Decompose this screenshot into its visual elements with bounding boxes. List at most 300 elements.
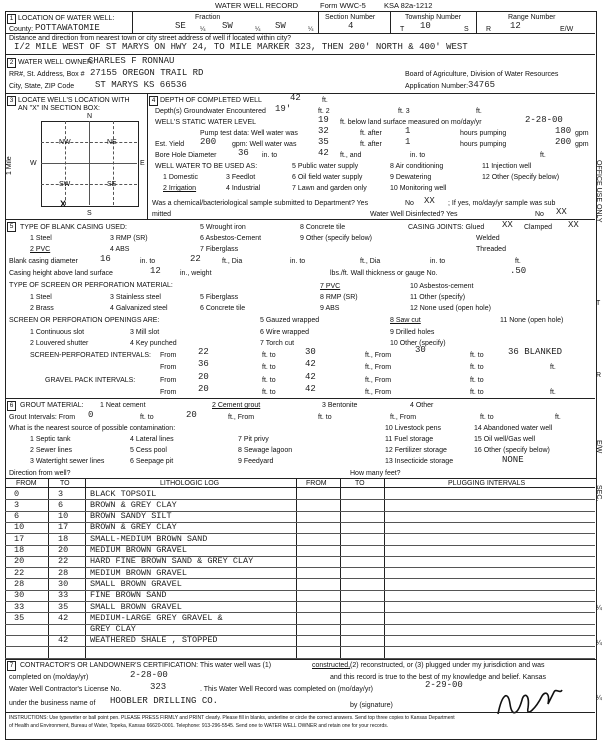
section-number-5: 5 <box>7 222 16 232</box>
contam-1: 1 Septic tank <box>30 436 71 443</box>
use-10: 10 Monitoring well <box>390 185 447 192</box>
signature-mark <box>490 684 570 724</box>
business-value: HOOBLER DRILLING CO. <box>110 696 219 706</box>
log-to: 30 <box>58 578 69 589</box>
owner-name: CHARLES F RONNAU <box>88 56 175 66</box>
fraction-1: SE <box>175 21 186 31</box>
opening-1: 1 Continuous slot <box>30 329 85 336</box>
quarter-1: ¼ <box>200 26 206 33</box>
yield-gpm-value: 200 <box>555 137 572 147</box>
log-h-from: FROM <box>16 480 37 487</box>
side-sec: SEC. <box>595 485 602 502</box>
log-to: 42 <box>58 635 69 646</box>
divider <box>132 12 133 33</box>
grid-line <box>113 121 114 205</box>
application-label: Application Number: <box>405 83 469 90</box>
log-litho: SMALL-MEDIUM BROWN SAND <box>90 533 208 544</box>
gw-1: 19' <box>275 104 292 114</box>
contam-11: 11 Fuel storage <box>385 436 434 443</box>
gw-ft2: ft. 2 <box>318 108 330 115</box>
use-3: 3 Feedlot <box>226 174 256 181</box>
gp-to-3: ft. to <box>262 389 276 396</box>
location-label: LOCATION OF WATER WELL: <box>18 15 115 22</box>
openings-label: SCREEN OR PERFORATION OPENINGS ARE: <box>9 317 160 324</box>
mile-label: 1 Mile <box>6 156 13 175</box>
grout-2: 2 Cement grout <box>212 402 261 409</box>
log-from: 22 <box>14 567 25 578</box>
contam-10: 10 Livestock pens <box>385 425 442 432</box>
sp-val-2: 30 <box>305 347 316 357</box>
business-label: under the business name of <box>9 700 96 707</box>
divider <box>390 12 391 33</box>
log-h-litho: LITHOLOGIC LOG <box>160 480 220 487</box>
gw-ft: ft. <box>476 108 482 115</box>
casing-6: 6 Asbestos-Cement <box>200 235 262 242</box>
screen-3: 3 Stainless steel <box>110 294 161 301</box>
height-label: Casing height above land surface <box>9 270 113 277</box>
grout-1: 1 Neat cement <box>100 402 146 409</box>
contam-9: 9 Feedyard <box>238 458 274 465</box>
casing-label: TYPE OF BLANK CASING USED: <box>20 224 127 231</box>
use-2: 2 Irrigation <box>163 185 197 192</box>
sp-val-5: 36 <box>198 359 209 369</box>
county-label: County: <box>9 26 34 33</box>
form-title: WATER WELL RECORD <box>215 1 299 10</box>
grout-4: 4 Other <box>410 402 434 409</box>
section-number-4: 4 <box>149 96 158 106</box>
grout-from: 0 <box>88 410 94 420</box>
yield-value: 200 <box>200 137 217 147</box>
yield-hours: 1 <box>405 137 411 147</box>
locate-x-mark: X <box>60 199 67 209</box>
contam-13: 13 Insecticide storage <box>385 458 454 465</box>
direction-label: Direction from well? <box>9 470 71 477</box>
log-from: 30 <box>14 590 25 601</box>
log-to: 33 <box>58 590 69 601</box>
locate-se: SE <box>107 181 117 188</box>
grid-line <box>65 121 66 205</box>
contam-other: NONE <box>502 455 524 465</box>
screen-2: 2 Brass <box>30 305 54 312</box>
fraction-label: Fraction <box>195 14 221 21</box>
log-litho: SMALL BROWN GRAVEL <box>90 578 182 589</box>
log-from: 35 <box>14 612 25 623</box>
bore-1: 36 <box>238 148 249 158</box>
opening-4: 4 Key punched <box>130 340 177 347</box>
screen-1: 1 Steel <box>30 294 52 301</box>
grid-line <box>41 184 137 185</box>
log-litho: MEDIUM BROWN GRAVEL <box>90 567 187 578</box>
range-ew: E/W <box>560 26 574 33</box>
log-to: 10 <box>58 511 69 522</box>
use-8: 8 Air conditioning <box>390 163 444 170</box>
side-r: R <box>596 372 602 379</box>
casing-8: 8 Concrete tile <box>300 224 346 231</box>
log-litho: SMALL BROWN GRAVEL <box>90 601 182 612</box>
log-from: 17 <box>14 533 25 544</box>
diam-ft-dia-2: ft., Dia <box>360 258 381 265</box>
gp-val-2: 42 <box>305 372 316 382</box>
table-row-line <box>5 658 595 659</box>
grout-ft-from-2: ft., From <box>390 414 417 421</box>
welded-label: Welded <box>476 235 500 242</box>
section-value: 4 <box>348 21 354 31</box>
joints-label: CASING JOINTS: Glued <box>408 224 485 231</box>
log-litho: HARD FINE BROWN SAND & GREY CLAY <box>90 556 254 567</box>
opening-8: 8 Saw cut <box>390 317 421 324</box>
log-from: 33 <box>14 601 25 612</box>
cert-true: and this record is true to the best of my knowledge and belief. Kansas <box>330 674 546 681</box>
use-label: WELL WATER TO BE USED AS: <box>155 163 258 170</box>
range-label: Range Number <box>508 14 556 21</box>
pump-hours-label: hours pumping <box>460 130 507 137</box>
pump-after: ft. after <box>360 130 382 137</box>
gp-to-2: ft. to <box>470 377 484 384</box>
opening-6: 6 Wire wrapped <box>260 329 310 336</box>
sp-from-1: From <box>160 352 177 359</box>
completed-2-date: 2-29-00 <box>425 680 463 690</box>
sp-from-3: From <box>160 364 177 371</box>
log-from: 28 <box>14 578 25 589</box>
diam-in-to: in. to <box>140 258 156 265</box>
opening-10: 10 Other (specify) <box>390 340 446 347</box>
diam-to: 22 <box>190 254 201 264</box>
completed-label: completed on (mo/day/yr) <box>9 674 89 681</box>
howmany-label: How many feet? <box>350 470 401 477</box>
screen-4: 4 Galvanized steel <box>110 305 168 312</box>
chem-no-label: No <box>405 200 414 207</box>
log-h-from-2: FROM <box>306 480 327 487</box>
section-label: Section Number <box>325 14 376 21</box>
bore-label: Bore Hole Diameter <box>155 152 217 159</box>
gp-to-4: ft. to <box>470 389 484 396</box>
gp-ft-end: ft. <box>550 389 556 396</box>
casing-9: 9 Other (specify below) <box>300 235 372 242</box>
use-7: 7 Lawn and garden only <box>292 185 367 192</box>
depth-value: 42 <box>290 93 301 103</box>
log-from: 10 <box>14 522 25 533</box>
log-from: 6 <box>14 511 20 522</box>
locate-ne: NE <box>107 139 117 146</box>
screen-12: 12 None used (open hole) <box>410 305 491 312</box>
divider <box>476 12 477 33</box>
contam-label: What is the nearest source of possible contamination: <box>9 425 176 432</box>
range-prefix: R <box>486 26 492 33</box>
completed-date: 2-28-00 <box>130 670 168 680</box>
sp-val-1: 22 <box>198 347 209 357</box>
city-value: ST MARYS KS 66536 <box>95 80 187 90</box>
log-litho: MEDIUM-LARGE GREY GRAVEL & <box>90 612 223 623</box>
distance-label: Distance and direction from nearest town or city street address of well if located within city? <box>9 35 292 42</box>
gp-val-3: 20 <box>198 384 209 394</box>
static-value: 19 <box>318 115 329 125</box>
contam-8: 8 Sewage lagoon <box>238 447 293 454</box>
sp-to-2: ft. to <box>470 352 484 359</box>
cert-rest: (2) reconstructed, or (3) plugged under my jurisdiction and was <box>350 662 545 669</box>
owner-label: WATER WELL OWNER: <box>18 59 94 66</box>
pump-value: 32 <box>318 126 329 136</box>
grout-to: 20 <box>186 410 197 420</box>
disinfected-no: XX <box>556 207 567 217</box>
lbs-label: lbs./ft. Wall thickness or gauge No. <box>330 270 438 277</box>
log-to: 22 <box>58 556 69 567</box>
log-to: 6 <box>58 499 64 510</box>
grout-int-label: Grout Intervals: From <box>9 414 76 421</box>
chem-label: Was a chemical/bacteriological sample submitted to Department? Yes <box>152 200 369 207</box>
sp-ft-end: ft. <box>550 364 556 371</box>
opening-3: 3 Mill slot <box>130 329 160 336</box>
weight-label: in., weight <box>180 270 212 277</box>
log-litho: BROWN SANDY SILT <box>90 511 172 522</box>
screen-5: 5 Fiberglass <box>200 294 239 301</box>
diam-in-to-2: in. to <box>290 258 306 265</box>
pump-hours: 1 <box>405 126 411 136</box>
section-grid <box>41 121 139 207</box>
completed-2-label: . This Water Well Record was completed on (mo/day/yr) <box>200 686 373 693</box>
county-value: POTTAWATOMIE <box>35 23 100 33</box>
casing-4: 4 ABS <box>110 246 130 253</box>
bore-in-to-2: in. to <box>410 152 426 159</box>
license-label: Water Well Contractor's License No. <box>9 686 122 693</box>
grout-ft-to-2: ft. to <box>318 414 332 421</box>
gp-label: GRAVEL PACK INTERVALS: <box>45 377 136 384</box>
contam-7: 7 Pit privy <box>238 436 269 443</box>
gp-from-1: From <box>160 377 177 384</box>
log-litho: FINE BROWN SAND <box>90 590 167 601</box>
static-label: WELL'S STATIC WATER LEVEL <box>155 119 257 126</box>
use-9: 9 Dewatering <box>390 174 432 181</box>
casing-1: 1 Steel <box>30 235 52 242</box>
locate-label-2: AN "X" IN SECTION BOX: <box>18 105 100 112</box>
pump-label: Pump test data: Well water was <box>200 130 298 137</box>
divider <box>5 712 595 713</box>
side-t: T <box>596 300 601 307</box>
contam-14: 14 Abandoned water well <box>474 425 553 432</box>
locate-west: W <box>30 160 37 167</box>
quarter-2: ¼ <box>255 26 261 33</box>
sp-val-6: 42 <box>305 359 316 369</box>
section-number-2: 2 <box>7 58 16 68</box>
yield-2: 35 <box>318 137 329 147</box>
casing-7: 7 Fiberglass <box>200 246 239 253</box>
casing-2: 2 PVC <box>30 246 51 253</box>
log-to: 42 <box>58 612 69 623</box>
gw-ft3: ft. 3 <box>398 108 410 115</box>
side-ew: E/W <box>595 440 602 454</box>
static-rest: ft. below land surface measured on mo/day/yr <box>340 119 482 126</box>
gp-val-4: 42 <box>305 384 316 394</box>
contam-15: 15 Oil well/Gas well <box>474 436 536 443</box>
cert-label: CONTRACTOR'S OR LANDOWNER'S CERTIFICATION: This water well was (1) <box>20 662 272 669</box>
opening-11: 11 None (open hole) <box>500 317 564 324</box>
grout-ft-to: ft. to <box>140 414 154 421</box>
clamped-label: Clamped <box>524 224 553 231</box>
address-value: 27155 OREGON TRAIL RD <box>90 68 204 78</box>
log-h-to-2: TO <box>355 480 365 487</box>
gp-to-1: ft. to <box>262 377 276 384</box>
log-to: 35 <box>58 601 69 612</box>
log-header-line <box>5 487 595 488</box>
use-5: 5 Public water supply <box>292 163 359 170</box>
clamped-value: XX <box>568 220 579 230</box>
screen-11: 11 Other (specify) <box>410 294 466 301</box>
locate-sw: SW <box>59 181 71 188</box>
divider <box>5 54 595 55</box>
casing-3: 3 RMP (SR) <box>110 235 148 242</box>
opening-2: 2 Louvered shutter <box>30 340 89 347</box>
joints-glued: XX <box>502 220 513 230</box>
use-11: 11 Injection well <box>482 163 532 170</box>
sp-from-2: ft., From <box>365 352 392 359</box>
license-value: 323 <box>150 682 167 692</box>
locate-nw: NW <box>59 139 71 146</box>
log-from: 18 <box>14 545 25 555</box>
fraction-3: SW <box>275 21 286 31</box>
diam-value: 16 <box>100 254 111 264</box>
log-litho: BLACK TOPSOIL <box>90 488 157 499</box>
divider <box>5 398 595 399</box>
disinfected-label: Water Well Disinfected? Yes <box>370 211 458 218</box>
pump-gpm-label: gpm <box>575 130 589 137</box>
bore-ft: ft. <box>540 152 546 159</box>
yield-hours-label: hours pumping <box>460 141 507 148</box>
section-number-6: 6 <box>7 401 16 411</box>
opening-7: 7 Torch cut <box>260 340 295 347</box>
depth-elev: ft. <box>322 97 328 104</box>
contam-2: 2 Sewer lines <box>30 447 73 454</box>
gp-val-1: 20 <box>198 372 209 382</box>
range-value: 12 <box>510 21 521 31</box>
sp-from-4: ft., From <box>365 364 392 371</box>
contam-12: 12 Fertilizer storage <box>385 447 447 454</box>
contam-16: 16 Other (specify below) <box>474 447 550 454</box>
diam-ft-dia: ft., Dia <box>222 258 243 265</box>
sp-val-3: 30 <box>415 345 426 355</box>
contam-6: 6 Seepage pit <box>130 458 174 465</box>
grout-3: 3 Bentonite <box>322 402 358 409</box>
township-label: Township Number <box>405 14 462 21</box>
log-to: 17 <box>58 522 69 533</box>
log-to: 18 <box>58 533 69 544</box>
yield-label: Est. Yield <box>155 141 185 148</box>
distance-value: I/2 MILE WEST OF ST MARYS ON HWY 24, TO MILE MARKER 323, THEN 200' NORTH & 400' WEST <box>14 42 468 52</box>
township-prefix: T <box>400 26 405 33</box>
diam-ft: ft. <box>515 258 521 265</box>
cert-constructed: constructed, <box>312 662 351 669</box>
screen-6: 6 Concrete tile <box>200 305 246 312</box>
bore-ft-and: ft., and <box>340 152 362 159</box>
casing-5: 5 Wrought iron <box>200 224 246 231</box>
locate-east: E <box>140 160 145 167</box>
address-label: RR#, St. Address, Box # <box>9 71 85 78</box>
use-4: 4 Industrial <box>226 185 261 192</box>
sp-val-4: 36 BLANKED <box>508 347 563 357</box>
log-h-plug: PLUGGING INTERVALS <box>448 480 526 487</box>
quarter-3: ¼ <box>308 26 314 33</box>
log-litho: GREY CLAY <box>90 624 136 635</box>
depth-label: DEPTH OF COMPLETED WELL <box>160 97 262 104</box>
log-to: 3 <box>58 488 64 499</box>
table-row-line <box>5 646 595 647</box>
log-litho: BROWN & GREY CLAY <box>90 522 177 533</box>
opening-9: 9 Drilled holes <box>390 329 435 336</box>
gw-label: Depth(s) Groundwater Encountered <box>155 108 266 115</box>
gauge-value: .50 <box>510 266 527 276</box>
form-number: Form WWC-5 <box>320 1 366 10</box>
disinfected-no-label: No <box>535 211 544 218</box>
screen-10: 10 Asbestos-cement <box>410 283 474 290</box>
screen-8: 8 RMP (SR) <box>320 294 358 301</box>
log-litho: BROWN & GREY CLAY <box>90 499 177 510</box>
use-1: 1 Domestic <box>163 174 199 181</box>
grout-ft: ft. <box>555 414 561 421</box>
section-number-7: 7 <box>7 661 16 671</box>
log-litho: WEATHERED SHALE , STOPPED <box>90 635 218 646</box>
yield-gpm-label: gpm <box>575 141 589 148</box>
ksa-number: KSA 82a-1212 <box>384 1 433 10</box>
divider <box>147 93 148 219</box>
opening-5: 5 Gauzed wrapped <box>260 317 320 324</box>
log-from: 20 <box>14 556 25 567</box>
gp-from-3: From <box>160 389 177 396</box>
diam-in-to-3: in. to <box>430 258 446 265</box>
yield-gpm: gpm: Well water was <box>232 141 297 148</box>
diam-label: Blank casing diameter <box>9 258 78 265</box>
screen-label: TYPE OF SCREEN OR PERFORATION MATERIAL: <box>9 282 173 289</box>
bore-2: 42 <box>318 148 329 158</box>
grid-line <box>41 142 137 143</box>
grout-label: GROUT MATERIAL: <box>20 402 84 409</box>
yield-after: ft. after <box>360 141 382 148</box>
gp-from-2: ft., From <box>365 377 392 384</box>
grout-ft-to-3: ft. to <box>480 414 494 421</box>
use-6: 6 Oil field water supply <box>292 174 363 181</box>
sp-label: SCREEN-PERFORATED INTERVALS: <box>30 352 151 359</box>
township-value: 10 <box>420 21 431 31</box>
township-suffix: S <box>464 26 469 33</box>
log-h-to: TO <box>60 480 70 487</box>
side-q2: ¼ <box>596 640 602 647</box>
board-label: Board of Agriculture, Division of Water Resources <box>405 71 559 78</box>
sp-to-3: ft. to <box>262 364 276 371</box>
locate-label-1: LOCATE WELL'S LOCATION WITH <box>18 97 130 104</box>
side-q1: ¼ <box>596 605 602 612</box>
bore-in-to: in. to <box>262 152 278 159</box>
screen-9: 9 ABS <box>320 305 340 312</box>
chem-no: XX <box>424 196 435 206</box>
log-to: 28 <box>58 567 69 578</box>
instructions-1: INSTRUCTIONS: Use typewriter or ball point pen. PLEASE PRESS FIRMLY and PRINT clearly. Please fill in blanks, underline or circle the correct answers. Send top three copies to Kansas Department <box>9 715 455 721</box>
use-12: 12 Other (Specify below) <box>482 174 560 181</box>
side-q3: ¼ <box>596 695 602 702</box>
contam-4: 4 Lateral lines <box>130 436 174 443</box>
mitted: mitted <box>152 211 172 218</box>
locate-north: N <box>87 113 93 120</box>
fraction-2: SW <box>222 21 233 31</box>
log-from: 3 <box>14 499 20 510</box>
office-use-label: OFFICE USE ONLY <box>595 160 602 223</box>
grid-line <box>41 163 137 164</box>
threaded-label: Threaded <box>476 246 506 253</box>
divider <box>318 12 319 33</box>
contam-5: 5 Cess pool <box>130 447 167 454</box>
height-value: 12 <box>150 266 161 276</box>
divider <box>5 33 595 34</box>
sp-to-1: ft. to <box>262 352 276 359</box>
log-litho: MEDIUM BROWN GRAVEL <box>90 545 187 555</box>
application-value: 34765 <box>468 80 496 90</box>
locate-south: S <box>87 210 92 217</box>
